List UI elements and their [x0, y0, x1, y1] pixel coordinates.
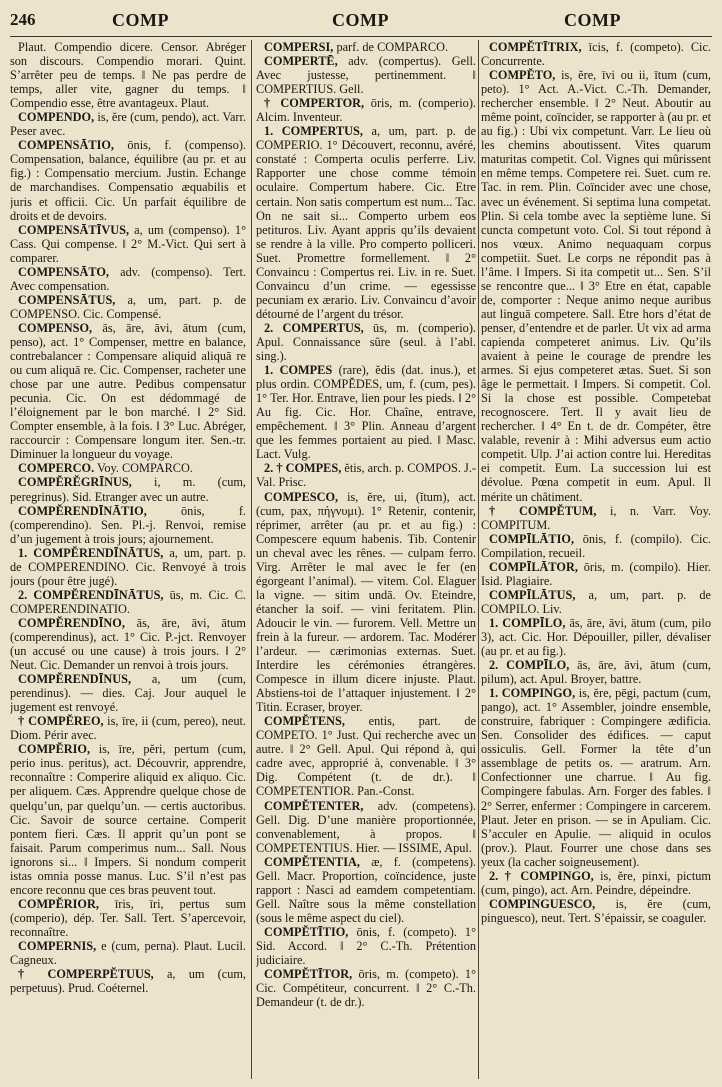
entry-headword: COMPĪLĀTIO,	[489, 531, 575, 546]
entry-definition: Plaut. Compendio dicere. Censor. Abréger son discours. Compendio morari. Quint. S’arrêter peu de temps. ‖ Ne pas perdre de temps, aller vite, gagner du temps. ‖ Compendio esse, être avantageux. Plaut.	[10, 40, 246, 111]
dictionary-entry	[256, 363, 476, 461]
entry-definition: a, um, part. p. de COMPENSO. Cic. Compensé.	[10, 292, 246, 321]
dictionary-entry	[10, 223, 246, 265]
dictionary-entry	[481, 897, 711, 925]
guide-word-center: COMP	[332, 10, 389, 30]
entry-headword: COMPERCO.	[18, 461, 95, 476]
entry-headword: COMPĔRĔGRĪNUS,	[18, 475, 132, 490]
entry-headword: 2. COMPĔRENDĪNĀTUS,	[18, 587, 164, 602]
running-head	[10, 10, 712, 34]
entry-headword: 2. † COMPES,	[264, 461, 342, 476]
entry-definition: (rare), ĕdis (dat. inus.), et plus ordin. COMPĔDES, um, f. (cum, pes). 1° Ter. Hor. Entrave, lien pour les pieds. ‖ 2° Au fig. Cic. Hor. Chaîne, entrave, empêchement. ‖ 3° Plin. Anneau d’argent que les femmes portaient au pied. ‖ Masc. Lact. Vulg.	[256, 363, 476, 462]
entry-definition: Voy. COMPARCO.	[97, 461, 193, 476]
dictionary-entry	[10, 546, 246, 588]
entry-definition: ās, āre, āvi, ātum (comperendinus), act. 1° Cic. P.-jct. Renvoyer (un accusé ou une cause) à trois jours. ‖ 2° Neut. Cic. Demander un renvoi à trois jours.	[10, 615, 246, 673]
entry-headword: 2. COMPĪLO,	[489, 658, 570, 673]
entry-headword: COMPĔTENTER,	[264, 798, 364, 813]
dictionary-entry	[10, 672, 246, 714]
column-left	[10, 40, 246, 1083]
entry-headword: COMPĔTĪTIO,	[264, 924, 349, 939]
entry-headword: COMPĔRENDĪNĀTIO,	[18, 503, 147, 518]
dictionary-entry	[256, 321, 476, 363]
dictionary-entry	[10, 293, 246, 321]
entry-definition: is, īre, ii (cum, pereo), neut. Diom. Périr avec.	[10, 714, 246, 743]
entry-headword: 1. COMPĪLO,	[489, 615, 566, 630]
dictionary-entry	[481, 40, 711, 68]
entry-definition: adv. (compenso). Tert. Avec compensation.	[10, 264, 246, 293]
entry-definition: ōris, m. (comperio). Alcim. Inventeur.	[256, 96, 476, 125]
entry-definition: is, īre, pĕri, pertum (cum, perio inus. peritus), act. Découvrir, apprendre, reconnaître : Comperire aliquid ex aliquo. Cic. per aliquem. Cæs. Apprendre quelque chose de quelqu’un, par quelqu’un. — certis auctoribus. Cic. Savoir de source certaine. Comperit pontem fieri. Cæs. Il apprit qu’un pont se faisait. Parum comperimus num... Sall. Nous ignorons si... ‖ Impers. Si nondum comperit istas omnia posse manus. Luc. S’il n’est pas encore reconnu que ces bras peuvent tout.	[10, 742, 246, 897]
dictionary-entry	[256, 925, 476, 967]
entry-definition: i, n. Varr. Voy. COMPITUM.	[481, 503, 711, 532]
dictionary-entry	[10, 265, 246, 293]
dictionary-entry	[10, 967, 246, 995]
entry-definition: adv. (competens). Gell. Dig. D’une manière proportionnée, convenablement, à propos. ‖ COMPETENTIUS. Hier. — ISSIME, Apul.	[256, 798, 476, 855]
entry-headword: COMPĔRIOR,	[18, 896, 99, 911]
entry-headword: 1. COMPĔRENDĪNĀTUS,	[18, 545, 164, 560]
column-right	[481, 40, 711, 1083]
entry-headword: † COMPERPĔTUUS,	[18, 967, 154, 982]
dictionary-entry	[256, 855, 476, 925]
dictionary-entry	[256, 799, 476, 855]
entry-definition: is, ĕre (cum, pinguesco), neut. Tert. S’épaissir, se coaguler.	[481, 896, 711, 925]
entry-headword: 1. COMPES	[264, 363, 333, 378]
entry-definition: a, um, part. p. de COMPERIO. 1° Découvert, reconnu, avéré, constaté : Comperta oculis perferre. Liv. Rapporter une chose comme témoin oculaire. Compertum habere. Cic. Etre certain. Non satis compertum est num... Tac. On ne sait si... Comperto urbem eos petituros. Liv. Ayant appris qu’ils devaient se rendre à la ville. Pro comperto polliceri. Suet. Promettre formellement. ‖ 2° Convaincu : Compertus rei. Liv. in re. Suet. Convaincu d’un crime. — egessisse pecuniam ex ærario. Liv. Convaincu d’avoir détourné de l’argent du trésor.	[256, 124, 476, 321]
entry-definition: ās, āre, āvi, ātum (cum, pilo 3), act. Cic. Hor. Dépouiller, piller, dévaliser (au pr. et au fig.).	[481, 615, 711, 659]
entry-headword: COMPENSO,	[18, 320, 93, 335]
entry-headword: COMPERSI,	[264, 40, 334, 54]
entry-definition: ōnis, f. (competo). 1° Sid. Accord. ‖ 2° C.-Th. Prétention judiciaire.	[256, 924, 476, 968]
entry-headword: COMPĔTENTIA,	[264, 854, 360, 869]
entry-definition: entis, part. de COMPETO. 1° Just. Qui recherche avec un autre. ‖ 2° Gell. Apul. Qui répond à, qui cadre avec, approprié à, convenable. ‖ 3° Dig. Compétent (t. de dr.). ‖ COMPETENTIOR. Pan.-Const.	[256, 714, 476, 799]
dictionary-entry	[481, 658, 711, 686]
dictionary-entry	[481, 560, 711, 588]
entry-headword: † COMPĔREO,	[18, 714, 104, 729]
entry-definition: ōris, m. (competo). 1° Cic. Compétiteur, concurrent. ‖ 2° C.-Th. Demandeur (t. de dr.).	[256, 967, 476, 1010]
entry-definition: a, um, part. p. de COMPERENDINO. Cic. Renvoyé à trois jours (pour être jugé).	[10, 545, 246, 588]
entry-headword: COMPERTĒ,	[264, 54, 338, 69]
dictionary-entry	[481, 686, 711, 869]
entry-headword: COMPĔTĪTRIX,	[489, 40, 582, 54]
entry-headword: COMPENSĀTĪVUS,	[18, 222, 130, 237]
entry-definition: ōris, m. (compilo). Hier. Isid. Plagiaire.	[481, 559, 711, 588]
dictionary-entry	[10, 616, 246, 672]
entry-definition: ūs, m. Cic. C. COMPERENDINATIO.	[10, 587, 246, 616]
guide-word-right: COMP	[564, 10, 621, 30]
entry-definition: æ, f. (competens). Gell. Macr. Proportion, coïncidence, juste rapport : Nasci ad eamdem competentiam. Gell. Naître sous la même constellation (sous le même aspect du ciel).	[256, 854, 476, 925]
entry-definition: i, m. (cum, peregrinus). Sid. Etranger avec un autre.	[10, 475, 246, 504]
column-center	[256, 40, 476, 1083]
entry-definition: īcis, f. (competo). Cic. Concurrente.	[481, 40, 711, 69]
entry-definition: is, ĕre (cum, pendo), act. Varr. Peser avec.	[10, 110, 246, 139]
entry-definition: a, um (compenso). 1° Cass. Qui compense. ‖ 2° M.-Vict. Qui sert à comparer.	[10, 222, 246, 265]
entry-headword: 2. † COMPINGO,	[489, 868, 594, 883]
entry-headword: 1. COMPERTUS,	[264, 124, 363, 139]
entry-headword: 2. COMPERTUS,	[264, 320, 364, 335]
entry-headword: † COMPĔTUM,	[489, 503, 597, 518]
entry-definition: is, ĕre, īvi ou ii, ītum (cum, peto). 1° Act. A.-Vict. C.-Th. Demander, rechercher ensemble. ‖ 2° Neut. Aboutir au même point, coïncider, se rapporter à (au pr. et au fig.) : Ubi vix competunt. Varr. Le lieu où les chemins aboutissent. Vites quarum maturitas competit. Col. Vignes qui mûrissent en même temps. Competere rei. Suet. cum re. Tac. in rem. Plin. Coïncider avec une chose, avec un événement. Si septima luna competat. Plin. Si cela tombe avec la septième lune. Si cuncta competunt voto. Col. Si tout répond à nos vœux. Animo nequaquam corpus competiit. Suet. Le corps ne répondit pas à l’âme. ‖ Impers. Si ita competit ut... Sen. S’il se rencontre que... ‖ 3° Etre en état, capable de, comporter : Neque animo neque auribus aut linguā competere. Sall. Etre hors d’état de penser, d’entendre et de parler. Ut vix ad arma capienda competeret animus. Liv. Qu’ils avaient à peine le courage de prendre les armes. Si ejus competeret ætas. Suet. Si son âge le permettait. ‖ Impers. Si competit. Col. Si la chose est possible. Competebat recognoscere. Tert. Il y avait lieu de rechercher. ‖ 4° En t. de dr. Compéter, être valable, revenir à : Mihi adversus eum actio competit. Ulp. J’ai action contre lui. Hereditas ei competit. Eum. La succession lui est dévolue. Pœna competit in eum. Apul. Il mérite un châtiment.	[481, 68, 711, 504]
dictionary-entry	[256, 461, 476, 489]
page-number: 246	[10, 10, 36, 29]
entry-definition: a, um (cum, perpetuus). Prud. Coéternel.	[10, 967, 246, 996]
entry-definition: ās, āre, āvi, ātum (cum, penso), act. 1° Compenser, mettre en balance, contrebalancer : Compensare aliquid aliquā re ou cum aliquā re. Cic. Compenser, racheter une chose par une autre. Pedibus compensatur pecunia. Cic. On est dédommagé de l’éloignement par le bon marché. ‖ 2° Sid. Compter ensemble, à la fois. ‖ 3° Luc. Abréger, raccourcir : Compensare longum iter. Sen.-tr. Diminuer la longueur du voyage.	[10, 320, 246, 462]
dictionary-entry	[256, 124, 476, 321]
entry-definition: is, ĕre, pēgi, pactum (cum, pango), act. 1° Assembler, joindre ensemble, construire, fabriquer : Compingere ædificia. Sen. Consolider des édifices. — caput ossiculis. Gell. Former la tête d’un assemblage de petits os. — aratrum. Arn. Confectionner une charrue. ‖ Au fig. Compingere fabulas. Arn. Forger des fables. ‖ 2° Serrer, enfermer : Compingere in carcerem. Plaut. Jeter en prison. — se in Apuliam. Cic. S’acculer en Apulie. — aliquid in oculos (prov.). Plaut. Fourrer une chose dans ses yeux (la cacher soigneusement).	[481, 686, 711, 869]
dictionary-entry	[10, 742, 246, 897]
header-rule	[10, 36, 712, 37]
dictionary-entry	[10, 138, 246, 222]
entry-definition: ōnis, f. (compenso). Compensation, balance, équilibre (au pr. et au fig.) : Compensatio mercium. Justin. Echange de marchandises. Compensatio æquabilis et juris et officii. Cic. Un parfait équilibre de droits et de devoirs.	[10, 138, 246, 223]
dictionary-entry	[10, 110, 246, 138]
entry-definition: a, um, part. p. de COMPILO. Liv.	[481, 587, 711, 616]
entry-headword: COMPĔTO,	[489, 68, 556, 83]
guide-word-left: COMP	[112, 10, 169, 30]
entry-headword: COMPENSĀTUS,	[18, 292, 116, 307]
dictionary-entry	[481, 532, 711, 560]
dictionary-entry	[481, 588, 711, 616]
entry-definition: ōnis, f. (comperendino). Sen. Pl.-j. Renvoi, remise d’un jugement à trois jours; ajournement.	[10, 503, 246, 546]
dictionary-entry	[256, 714, 476, 798]
dictionary-entry	[256, 490, 476, 715]
dictionary-entry	[256, 54, 476, 96]
entry-headword: COMPĔRIO,	[18, 742, 91, 757]
entry-headword: † COMPERTOR,	[264, 96, 365, 111]
column-divider	[478, 40, 479, 1079]
entry-headword: COMPENSĀTO,	[18, 264, 109, 279]
dictionary-entry	[481, 68, 711, 503]
entry-headword: COMPĪLĀTUS,	[489, 587, 576, 602]
entry-headword: COMPĔRENDĪNUS,	[18, 672, 132, 687]
entry-definition: ūs, m. (comperio). Apul. Connaissance sûre (seul. à l’abl. sing.).	[256, 320, 476, 364]
dictionary-entry	[10, 897, 246, 939]
entry-headword: COMPESCO,	[264, 489, 339, 504]
entry-headword: COMPINGUESCO,	[489, 896, 596, 911]
dictionary-entry	[481, 504, 711, 532]
dictionary-entry	[10, 40, 246, 110]
dictionary-entry	[481, 616, 711, 658]
entry-definition: ās, āre, āvi, ātum (cum, pilum), act. Apul. Broyer, battre.	[481, 658, 711, 687]
dictionary-entry	[10, 504, 246, 546]
dictionary-entry	[10, 461, 246, 475]
dictionary-entry	[481, 869, 711, 897]
dictionary-entry	[10, 588, 246, 616]
entry-headword: COMPENSĀTIO,	[18, 138, 114, 153]
entry-definition: is, ĕre, pinxi, pictum (cum, pingo), act. Arn. Peindre, dépeindre.	[481, 868, 711, 897]
entry-headword: COMPENDO,	[18, 110, 95, 125]
column-divider	[251, 40, 252, 1079]
dictionary-entry	[256, 40, 476, 54]
dictionary-entry	[256, 96, 476, 124]
dictionary-entry	[256, 967, 476, 1009]
dictionary-entry	[10, 714, 246, 742]
dictionary-entry	[10, 939, 246, 967]
entry-definition: ōnis, f. (compilo). Cic. Compilation, recueil.	[481, 531, 711, 560]
entry-headword: COMPĔTENS,	[264, 714, 345, 729]
entry-headword: COMPERNIS,	[18, 939, 97, 953]
entry-definition: ĕtis, arch. p. COMPOS. J.-Val. Prisc.	[256, 461, 476, 490]
entry-headword: COMPĪLĀTOR,	[489, 559, 578, 574]
entry-headword: COMPĔTĪTOR,	[264, 967, 353, 982]
entry-definition: īris, īri, pertus sum (comperio), dép. Ter. Sall. Tert. S’apercevoir, reconnaître.	[10, 896, 246, 939]
entry-definition: is, ĕre, ui, (ĭtum), act. (cum, pax, πήγνυμι). 1° Retenir, contenir, réprimer, arrêter (au pr. et au fig.) : Compescere equum habenis. Tib. Contenir un cheval avec les rênes. — culpam ferro. Virg. Arrêter le mal avec le fer (en égorgeant l’animal). — vitem. Col. Elaguer la vigne. — sitim undā. Ov. Eteindre, étancher la soif. — vini feritatem. Plin. Adoucir le vin. — furorem. Vell. Mettre un frein à la fureur. — ardorem. Tac. Modérer l’ardeur. — cærimonias externas. Suet. Interdire les cérémonies étrangères. Compesce in illum dicere injuste. Plaut. Abstiens-toi de l’attaquer injustement. ‖ 2° Titin. Ecraser, broyer.	[256, 489, 476, 715]
entry-definition: e (cum, perna). Plaut. Lucil. Cagneux.	[10, 939, 246, 968]
entry-definition: parf. de COMPARCO.	[336, 40, 449, 54]
entry-definition: a, um (cum, perendinus). — dies. Caj. Jour auquel le jugement est renvoyé.	[10, 672, 246, 715]
entry-headword: 1. COMPINGO,	[489, 686, 576, 701]
entry-headword: COMPĔRENDĪNO,	[18, 615, 125, 630]
dictionary-entry	[10, 321, 246, 461]
dictionary-entry	[10, 475, 246, 503]
entry-definition: adv. (compertus). Gell. Avec justesse, pertinemment. ‖ COMPERTIUS. Gell.	[256, 54, 476, 97]
